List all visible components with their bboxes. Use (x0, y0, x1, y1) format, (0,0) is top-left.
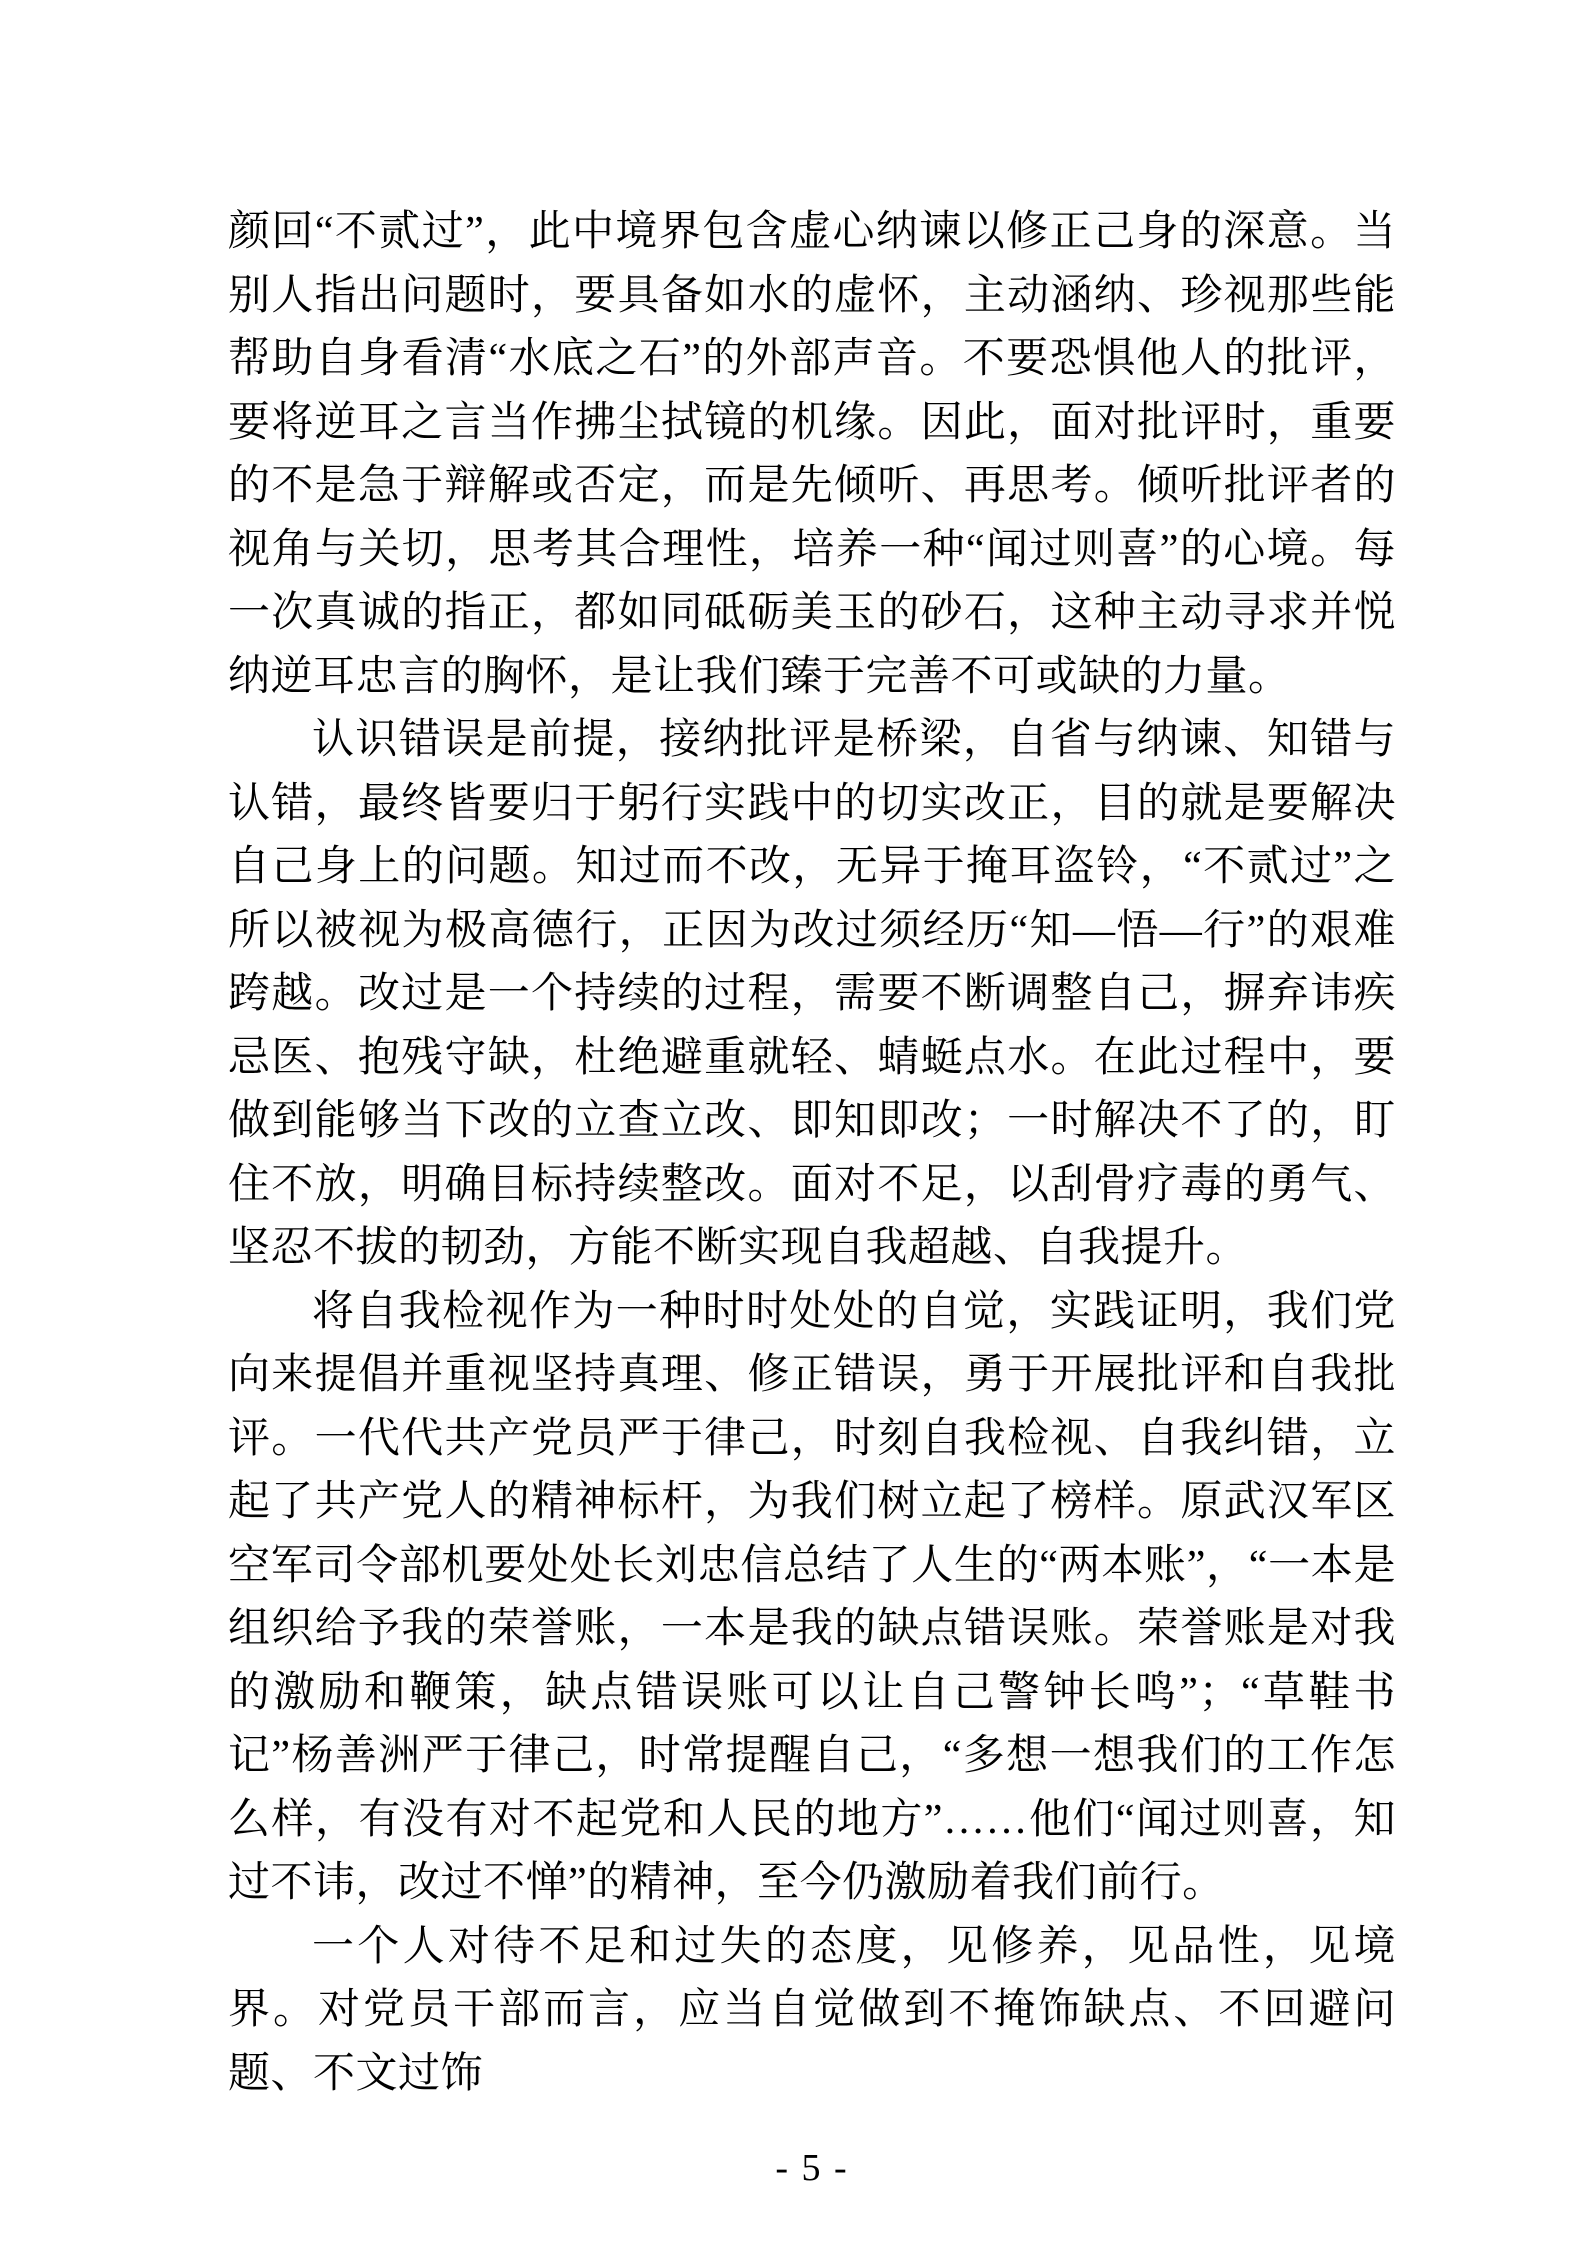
body-paragraph-1: 颜回“不贰过”，此中境界包含虚心纳谏以修正己身的深意。当别人指出问题时，要具备如水的虚怀，主动涵纳、珍视那些能帮助自身看清“水底之石”的外部声音。不要恐惧他人的批评，要将逆耳之言当作拂尘拭镜的机缘。因此，面对批评时，重要的不是急于辩解或否定，而是先倾听、再思考。倾听批评者的视角与关切，思考其合理性，培养一种“闻过则喜”的心境。每一次真诚的指正，都如同砥砺美玉的砂石，这种主动寻求并悦纳逆耳忠言的胸怀，是让我们臻于完善不可或缺的力量。 (228, 209, 1396, 700)
body-paragraph-4: 一个人对待不足和过失的态度，见修养，见品性，见境界。对党员干部而言，应当自觉做到不掩饰缺点、不回避问题、不文过饰 (228, 1923, 1396, 2097)
body-paragraph-2: 认识错误是前提，接纳批评是桥梁，自省与纳谏、知错与认错，最终皆要归于躬行实践中的切实改正，目的就是要解决自己身上的问题。知过而不改，无异于掩耳盗铃，“不贰过”之所以被视为极高德行，正因为改过须经历“知—悟—行”的艰难跨越。改过是一个持续的过程，需要不断调整自己，摒弃讳疾忌医、抱残守缺，杜绝避重就轻、蜻蜓点水。在此过程中，要做到能够当下改的立查立改、即知即改；一时解决不了的，盯住不放，明确目标持续整改。面对不足，以刮骨疗毒的勇气、坚忍不拔的韧劲，方能不断实现自我超越、自我提升。 (228, 717, 1396, 1271)
page-footer (228, 2146, 1396, 2190)
document-body (228, 201, 1396, 2106)
body-paragraph-3: 将自我检视作为一种时时处处的自觉，实践证明，我们党向来提倡并重视坚持真理、修正错误，勇于开展批评和自我批评。一代代共产党员严于律己，时刻自我检视、自我纠错，立起了共产党人的精神标杆，为我们树立起了榜样。原武汉军区空军司令部机要处处长刘忠信总结了人生的“两本账”，“一本是组织给予我的荣誉账，一本是我的缺点错误账。荣誉账是对我的激励和鞭策，缺点错误账可以让自己警钟长鸣”；“草鞋书记”杨善洲严于律己，时常提醒自己，“多想一想我们的工作怎么样，有没有对不起党和人民的地方”……他们“闻过则喜，知过不讳，改过不惮”的精神，至今仍激励着我们前行。 (228, 1288, 1396, 1906)
page-number: - 5 - (775, 2147, 849, 2189)
